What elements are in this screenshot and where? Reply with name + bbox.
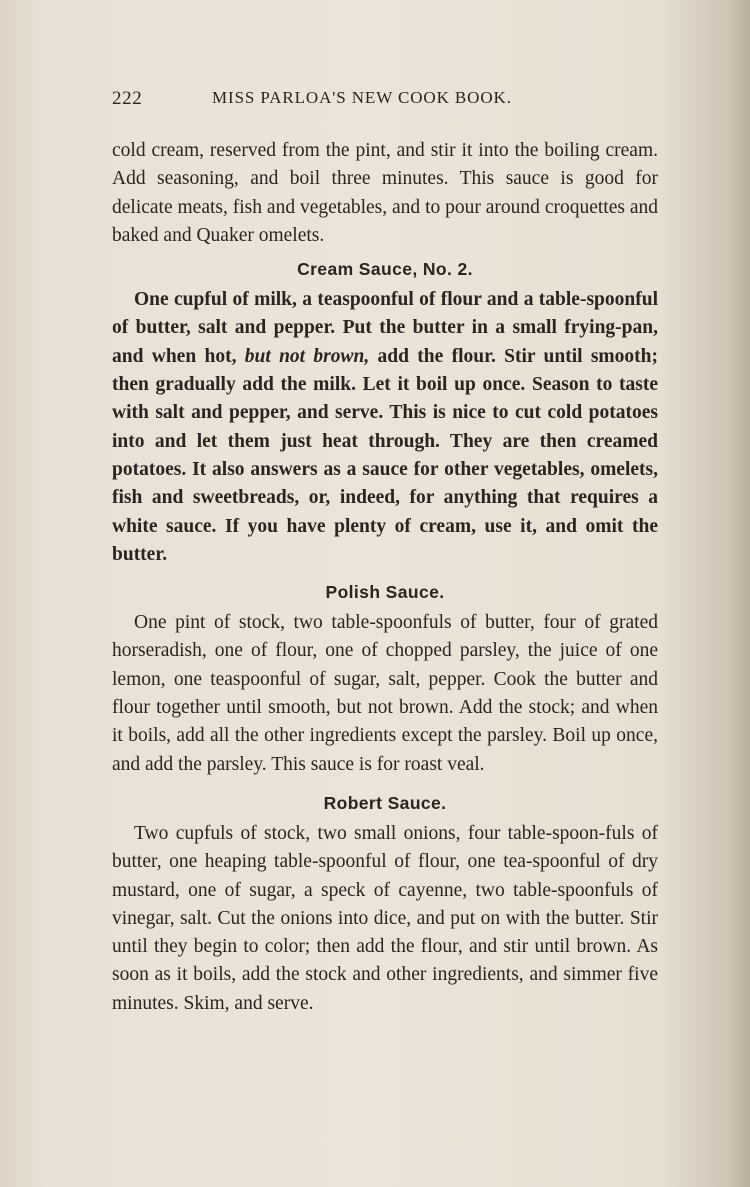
cream-sauce-italic-text: but not brown, <box>244 345 370 367</box>
page-number: 222 <box>112 88 143 109</box>
cream-sauce-heading: Cream Sauce, No. 2. <box>297 259 473 280</box>
running-title: MISS PARLOA'S NEW COOK BOOK. <box>212 88 512 107</box>
polish-sauce-heading: Polish Sauce. <box>325 582 445 603</box>
polish-sauce-paragraph: One pint of stock, two table-spoonfuls of butter, four of grated horseradish, one of flour, one of chopped parsley, the juice of one lemon, one teaspoonful of sugar, salt, pepper. Cook the butter and flour together until smooth, but not brown. Add the stock; and when it boils, add all the other ingredients except the parsley. Boil up once, and add the parsley. This sauce is for roast veal. <box>112 612 658 775</box>
cream-sauce-section <box>112 255 658 569</box>
running-head <box>112 88 560 112</box>
body-text <box>112 137 658 1018</box>
cream-sauce-text-end: add the flour. Stir until smooth; then gradually add the milk. Let it boil up once. Season to taste with salt and pepper, and serve. This is nice to cut cold potatoes into and let them just heat through. They are then creamed potatoes. It also answers as a sauce for other vegetables, omelets, fish and sweetbreads, or, indeed, for anything that requires a white sauce. If you have plenty of cream, use it, and omit the butter. <box>112 345 658 565</box>
polish-sauce-section <box>112 578 658 779</box>
robert-sauce-section <box>112 789 658 1018</box>
cream-sauce-text-start: One cupful of milk, a teaspoonful of flour and a table-spoonful of butter, salt and pepper. Put the butter in a small frying-pan, and when hot, <box>112 289 658 367</box>
cream-sauce-paragraph <box>112 286 658 569</box>
robert-sauce-paragraph: Two cupfuls of stock, two small onions, four table-spoon-fuls of butter, one heaping table-spoonful of flour, one tea-spoonful of dry mustard, one of sugar, a speck of cayenne, two table-spoonfuls of vinegar, salt. Cut the onions into dice, and put on with the butter. Stir until they begin to color; then add the flour, and stir until brown. As soon as it boils, add the stock and other ingredients, and simmer five minutes. Skim, and serve. <box>112 822 658 1014</box>
continued-paragraph: cold cream, reserved from the pint, and stir it into the boiling cream. Add seasoning, and boil three minutes. This sauce is good for delicate meats, fish and vegetables, and to pour around croquettes and baked and Quaker omelets. <box>112 140 658 246</box>
robert-sauce-heading: Robert Sauce. <box>323 792 447 813</box>
